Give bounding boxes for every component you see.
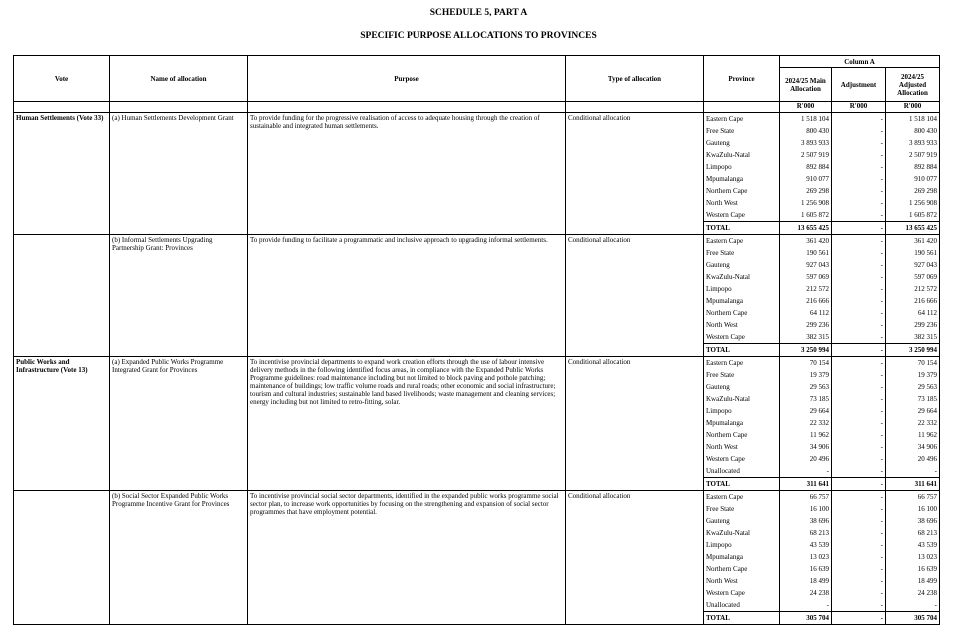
main-allocation-cell — [780, 113, 832, 235]
main-allocation-cell — [780, 491, 832, 625]
list-item: - — [880, 443, 883, 451]
list-item: - — [880, 395, 883, 403]
list-item: 22 332 — [917, 419, 938, 427]
list-item: - — [880, 589, 883, 597]
total-value: TOTAL — [704, 477, 779, 490]
list-item: - — [880, 187, 883, 195]
total-value: - — [832, 221, 885, 234]
adjusted-allocation-cell — [886, 113, 940, 235]
main-allocation-cell — [780, 235, 832, 357]
table-row — [14, 491, 940, 625]
list-item: 13 023 — [917, 553, 938, 561]
list-item: 269 298 — [914, 187, 938, 195]
list-item: Northern Cape — [706, 431, 748, 439]
list-item: - — [880, 309, 883, 317]
schedule-title: SCHEDULE 5, PART A — [429, 8, 528, 18]
list-item: Limpopo — [706, 407, 732, 415]
list-item: Free State — [706, 505, 735, 513]
list-item: Mpumalanga — [706, 419, 743, 427]
list-item: Unallocated — [706, 467, 740, 475]
unit-main: R'000 — [780, 102, 832, 113]
list-item: 597 069 — [806, 273, 829, 281]
list-item: Mpumalanga — [706, 175, 743, 183]
list-item: 2 507 919 — [801, 151, 829, 159]
purpose-cell: To provide funding to facilitate a programmatic and inclusive approach to upgrading informal settlements. — [248, 235, 566, 357]
list-item: Eastern Cape — [706, 237, 744, 245]
list-item: - — [880, 601, 883, 609]
list-item: 73 185 — [917, 395, 938, 403]
province-cell — [704, 113, 780, 235]
list-item: - — [880, 237, 883, 245]
allocation-name-cell: (b) Social Sector Expanded Public Works Programme Incentive Grant for Provinces — [110, 491, 248, 625]
list-item: - — [880, 175, 883, 183]
list-item: - — [880, 333, 883, 341]
list-item: Free State — [706, 371, 735, 379]
list-item: 190 561 — [806, 249, 829, 257]
vote-cell — [14, 491, 110, 625]
list-item: 66 757 — [809, 493, 829, 501]
list-item: - — [880, 529, 883, 537]
list-item: - — [880, 455, 883, 463]
list-item: 16 100 — [917, 505, 938, 513]
list-item: - — [880, 493, 883, 501]
adjustment-cell — [832, 235, 886, 357]
adjusted-allocation-cell — [886, 235, 940, 357]
list-item: Western Cape — [706, 589, 745, 597]
list-item: 70 154 — [917, 359, 938, 367]
list-item: Western Cape — [706, 333, 745, 341]
list-item: - — [880, 199, 883, 207]
total-value: TOTAL — [704, 611, 779, 624]
list-item: 18 499 — [917, 577, 938, 585]
list-item: 927 043 — [806, 261, 829, 269]
list-item: 43 539 — [917, 541, 938, 549]
list-item: - — [880, 407, 883, 415]
list-item: North West — [706, 199, 738, 207]
list-item: Northern Cape — [706, 187, 748, 195]
total-value: 3 250 994 — [780, 343, 831, 356]
list-item: - — [880, 115, 883, 123]
list-item: Northern Cape — [706, 309, 748, 317]
list-item: - — [880, 139, 883, 147]
list-item: 43 539 — [809, 541, 829, 549]
list-item: 910 077 — [806, 175, 829, 183]
province-cell — [704, 491, 780, 625]
table-row — [14, 113, 940, 235]
list-item: - — [880, 273, 883, 281]
list-item: - — [880, 541, 883, 549]
list-item: 70 154 — [809, 359, 829, 367]
type-cell: Conditional allocation — [566, 113, 704, 235]
list-item: Eastern Cape — [706, 493, 744, 501]
list-item: Gauteng — [706, 383, 730, 391]
list-item: 2 507 919 — [909, 151, 938, 159]
list-item: 16 639 — [917, 565, 938, 573]
list-item: 299 236 — [914, 321, 938, 329]
list-item: Northern Cape — [706, 565, 748, 573]
list-item: 16 639 — [809, 565, 829, 573]
list-item: 22 332 — [809, 419, 829, 427]
list-item: Limpopo — [706, 163, 732, 171]
total-value: - — [832, 477, 885, 490]
list-item: Free State — [706, 249, 735, 257]
table-row — [14, 357, 940, 491]
list-item: - — [880, 371, 883, 379]
list-item: 29 563 — [917, 383, 938, 391]
vote-cell: Human Settlements (Vote 33) — [14, 113, 110, 235]
list-item: 361 420 — [914, 237, 938, 245]
list-item: 73 185 — [809, 395, 829, 403]
list-item: Limpopo — [706, 285, 732, 293]
list-item: - — [880, 383, 883, 391]
schedule-subtitle: SPECIFIC PURPOSE ALLOCATIONS TO PROVINCES — [360, 31, 597, 41]
purpose-cell: To incentivise provincial social sector departments, identified in the expanded public works programme social sector plan, to increase work opportunities by focusing on the strengthening and expansion of social sector programmes that have employment potential. — [248, 491, 566, 625]
table-row — [14, 235, 940, 357]
purpose-cell: To incentivise provincial departments to expand work creation efforts through the use of labour intensive delivery methods in the following identified focus areas, in compliance with the Expanded Public Works Programme guidelines: road maintenance including but not limited to block paving and pothole patching; maintenance of buildings; low traffic volume roads and rural roads; other economic and social infrastructure; tourism and cultural industries; sustainable land based livelihoods; waste management and cleaning services; energy including but not limited to retro-fitting, solar. — [248, 357, 566, 491]
list-item: - — [826, 467, 829, 475]
header-type: Type of allocation — [566, 56, 704, 102]
list-item: 29 664 — [917, 407, 938, 415]
list-item: - — [880, 517, 883, 525]
list-item: KwaZulu-Natal — [706, 151, 750, 159]
list-item: - — [880, 431, 883, 439]
list-item: Eastern Cape — [706, 359, 744, 367]
list-item: Mpumalanga — [706, 297, 743, 305]
list-item: 1 256 908 — [801, 199, 829, 207]
province-cell — [704, 357, 780, 491]
list-item: 3 893 933 — [909, 139, 938, 147]
list-item: North West — [706, 443, 738, 451]
total-value: 3 250 994 — [886, 343, 939, 356]
allocation-name-cell: (a) Human Settlements Development Grant — [110, 113, 248, 235]
list-item: 66 757 — [917, 493, 938, 501]
list-item: 910 077 — [914, 175, 938, 183]
header-vote: Vote — [14, 56, 110, 102]
list-item: Gauteng — [706, 139, 730, 147]
list-item: - — [880, 285, 883, 293]
list-item: 1 256 908 — [909, 199, 938, 207]
list-item: 20 496 — [917, 455, 938, 463]
list-item: - — [880, 565, 883, 573]
list-item: 216 666 — [914, 297, 938, 305]
header-province: Province — [704, 56, 780, 102]
list-item: - — [880, 211, 883, 219]
list-item: 212 572 — [806, 285, 829, 293]
type-cell: Conditional allocation — [566, 235, 704, 357]
list-item: 13 023 — [809, 553, 829, 561]
total-value: TOTAL — [704, 343, 779, 356]
list-item: Gauteng — [706, 261, 730, 269]
type-cell: Conditional allocation — [566, 357, 704, 491]
unit-adjustment: R'000 — [832, 102, 886, 113]
list-item: 269 298 — [806, 187, 829, 195]
total-value: 311 641 — [886, 477, 939, 490]
header-purpose: Purpose — [248, 56, 566, 102]
header-adjusted: 2024/25 Adjusted Allocation — [886, 68, 940, 102]
list-item: - — [880, 297, 883, 305]
list-item: 216 666 — [806, 297, 829, 305]
adjustment-cell — [832, 491, 886, 625]
list-item: Free State — [706, 127, 735, 135]
total-value: TOTAL — [704, 221, 779, 234]
list-item: - — [934, 467, 938, 475]
header-adjustment: Adjustment — [832, 68, 886, 102]
list-item: - — [880, 261, 883, 269]
list-item: - — [880, 321, 883, 329]
list-item: 34 906 — [917, 443, 938, 451]
list-item: 212 572 — [914, 285, 938, 293]
list-item: - — [880, 467, 883, 475]
list-item: - — [826, 601, 829, 609]
purpose-cell: To provide funding for the progressive realisation of access to adequate housing through the creation of sustainable and integrated human settlements. — [248, 113, 566, 235]
allocation-name-cell: (a) Expanded Public Works Programme Integrated Grant for Provinces — [110, 357, 248, 491]
list-item: Western Cape — [706, 455, 745, 463]
list-item: - — [880, 577, 883, 585]
list-item: 1 518 104 — [801, 115, 829, 123]
list-item: 29 664 — [809, 407, 829, 415]
list-item: - — [880, 127, 883, 135]
total-value: 13 655 425 — [886, 221, 939, 234]
list-item: 361 420 — [806, 237, 829, 245]
list-item: 16 100 — [809, 505, 829, 513]
list-item: 38 696 — [917, 517, 938, 525]
unit-adjusted: R'000 — [886, 102, 940, 113]
list-item: - — [880, 163, 883, 171]
list-item: Mpumalanga — [706, 553, 743, 561]
list-item: 299 236 — [806, 321, 829, 329]
header-name: Name of allocation — [110, 56, 248, 102]
list-item: 18 499 — [809, 577, 829, 585]
list-item: 19 379 — [917, 371, 938, 379]
list-item: - — [934, 601, 938, 609]
list-item: - — [880, 553, 883, 561]
list-item: 29 563 — [809, 383, 829, 391]
province-cell — [704, 235, 780, 357]
type-cell: Conditional allocation — [566, 491, 704, 625]
list-item: - — [880, 359, 883, 367]
total-value: 305 704 — [780, 611, 831, 624]
header-column-a: Column A — [780, 56, 940, 68]
list-item: 64 112 — [810, 309, 829, 317]
list-item: 3 893 933 — [801, 139, 829, 147]
list-item: - — [880, 419, 883, 427]
allocations-table — [13, 55, 940, 625]
total-value: 311 641 — [780, 477, 831, 490]
list-item: 382 315 — [914, 333, 938, 341]
total-value: 13 655 425 — [780, 221, 831, 234]
list-item: 1 605 872 — [801, 211, 829, 219]
vote-cell: Public Works and Infrastructure (Vote 13) — [14, 357, 110, 491]
list-item: 382 315 — [806, 333, 829, 341]
list-item: KwaZulu-Natal — [706, 395, 750, 403]
list-item: - — [880, 505, 883, 513]
list-item: - — [880, 151, 883, 159]
header-main: 2024/25 Main Allocation — [780, 68, 832, 102]
adjusted-allocation-cell — [886, 491, 940, 625]
total-value: - — [832, 611, 885, 624]
list-item: - — [880, 249, 883, 257]
list-item: KwaZulu-Natal — [706, 273, 750, 281]
list-item: 68 213 — [917, 529, 938, 537]
list-item: 64 112 — [918, 309, 938, 317]
list-item: KwaZulu-Natal — [706, 529, 750, 537]
list-item: 597 069 — [914, 273, 938, 281]
vote-cell — [14, 235, 110, 357]
list-item: 190 561 — [914, 249, 938, 257]
adjusted-allocation-cell — [886, 357, 940, 491]
list-item: 892 884 — [914, 163, 938, 171]
list-item: 68 213 — [809, 529, 829, 537]
list-item: Limpopo — [706, 541, 732, 549]
adjustment-cell — [832, 113, 886, 235]
list-item: 1 518 104 — [909, 115, 938, 123]
list-item: 34 906 — [809, 443, 829, 451]
table-body — [14, 113, 940, 625]
list-item: 24 238 — [809, 589, 829, 597]
list-item: 800 430 — [914, 127, 938, 135]
list-item: Unallocated — [706, 601, 740, 609]
list-item: North West — [706, 321, 738, 329]
adjustment-cell — [832, 357, 886, 491]
total-value: 305 704 — [886, 611, 939, 624]
list-item: 11 962 — [918, 431, 938, 439]
list-item: 1 605 872 — [909, 211, 938, 219]
list-item: Gauteng — [706, 517, 730, 525]
list-item: 19 379 — [809, 371, 829, 379]
list-item: 892 884 — [806, 163, 829, 171]
list-item: 800 430 — [806, 127, 829, 135]
list-item: 38 696 — [809, 517, 829, 525]
list-item: 20 496 — [809, 455, 829, 463]
list-item: Eastern Cape — [706, 115, 744, 123]
list-item: North West — [706, 577, 738, 585]
main-allocation-cell — [780, 357, 832, 491]
list-item: 24 238 — [917, 589, 938, 597]
list-item: 11 962 — [810, 431, 829, 439]
list-item: 927 043 — [914, 261, 938, 269]
allocation-name-cell: (b) Informal Settlements Upgrading Partnership Grant: Provinces — [110, 235, 248, 357]
total-value: - — [832, 343, 885, 356]
list-item: Western Cape — [706, 211, 745, 219]
